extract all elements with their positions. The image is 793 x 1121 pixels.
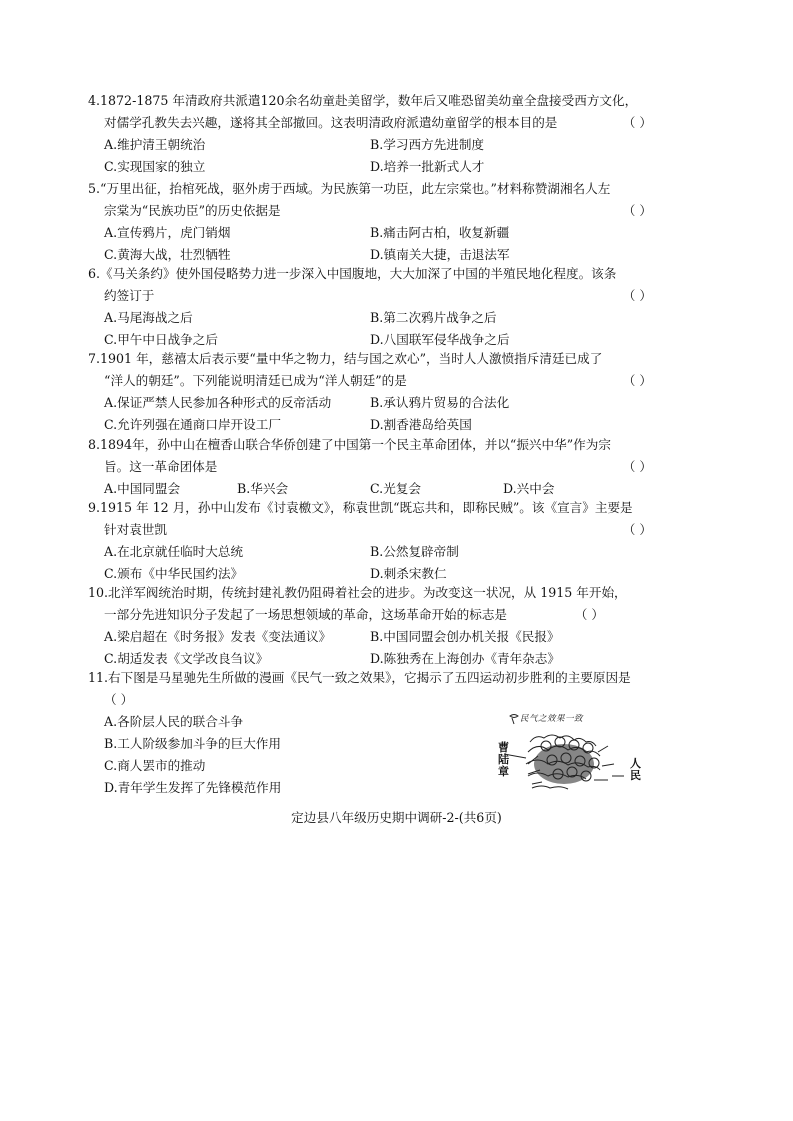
option-b: B.第二次鸦片战争之后 (370, 310, 497, 325)
option-c: C.商人罢市的推动 (104, 758, 206, 773)
option-list (88, 307, 700, 351)
option-c: C.黄海大战，壮烈牺牲 (104, 247, 231, 262)
question-stem: 8.1894年，孙中山在檀香山联合华侨创建了中国第一个民主革命团体，并以“振兴中华”作为宗 (88, 437, 611, 452)
option-d: D.培养一批新式人才 (370, 159, 485, 174)
question-stem: 5.“万里出征，抬棺死战，驱外虏于西域。为民族第一功臣，此左宗棠也。”材料称赞湖湘名人左 (88, 181, 611, 196)
question-10 (88, 582, 700, 670)
option-d: D.镇南关大捷，击退法军 (370, 247, 510, 262)
question-stem: 10.北洋军阀统治时期，传统封建礼教仍阻碍着社会的进步。为改变这一状况，从 1915 年开始， (88, 585, 627, 600)
question-8 (88, 434, 700, 500)
option-a: A.保证严禁人民参加各种形式的反帝活动 (104, 395, 332, 410)
answer-parentheses: （ ） (622, 373, 652, 388)
cartoon-right-label: 人民 (630, 757, 641, 782)
option-a: A.马尾海战之后 (104, 310, 193, 325)
option-a: A.维护清王朝统治 (104, 137, 206, 152)
question-4 (88, 90, 700, 178)
option-list (88, 711, 464, 799)
answer-parentheses: （ ） (622, 203, 652, 218)
question-stem-continued: 约签订于 （ ） (88, 285, 700, 307)
cartoon-drawing (494, 712, 652, 812)
question-stem-continued: 宗棠为“民族功臣”的历史依据是 （ ） (88, 200, 700, 222)
question-7 (88, 348, 700, 436)
option-a: A.宣传鸦片，虎门销烟 (104, 225, 231, 240)
question-stem-continued: “洋人的朝廷”。下列能说明清廷已成为“洋人朝廷”的是 （ ） (88, 370, 700, 392)
option-b: B.学习西方先进制度 (370, 137, 485, 152)
option-d: D.兴中会 (503, 481, 555, 496)
answer-parentheses: （ ） (104, 692, 134, 707)
cartoon-title: 民气之效果一致 (520, 714, 584, 724)
question-5 (88, 178, 700, 266)
option-a: A.梁启超在《时务报》发表《变法通议》 (104, 629, 332, 644)
question-6 (88, 263, 700, 351)
option-a: A.在北京就任临时大总统 (104, 544, 244, 559)
option-d: D.八国联军侵华战争之后 (370, 332, 510, 347)
answer-parentheses: （ ） (622, 115, 652, 130)
option-list (88, 134, 700, 178)
option-c: C.实现国家的独立 (104, 159, 206, 174)
option-d: D.陈独秀在上海创办《青年杂志》 (370, 651, 560, 666)
question-stem: 7.1901 年，慈禧太后表示要“量中华之物力，结与国之欢心”，当时人人激愤指斥清廷已成了 (88, 351, 603, 366)
question-stem-continued: 旨。这一革命团体是 （ ） (88, 456, 700, 478)
option-list (88, 222, 700, 266)
cartoon-left-label: 曹陆章 (498, 741, 509, 778)
option-list (88, 541, 700, 585)
page-footer: 定边县八年级历史期中调研-2-(共6页) (291, 810, 502, 825)
question-stem-continued: 针对袁世凯 （ ） (88, 519, 700, 541)
answer-parentheses: （ ） (622, 459, 652, 474)
option-c: C.甲午中日战争之后 (104, 332, 218, 347)
option-c: C.颁布《中华民国约法》 (104, 566, 244, 581)
option-list (88, 626, 700, 670)
option-list (88, 392, 700, 436)
question-stem-continued: 对儒学孔教失去兴趣，遂将其全部撤回。这表明清政府派遣幼童留学的根本目的是 （ ） (88, 112, 700, 134)
question-stem: 4.1872-1875 年清政府共派遣120余名幼童赴美留学，数年后又唯恐留美幼童全盘接受西方文化， (88, 93, 638, 108)
question-stem: 6.《马关条约》使外国侵略势力进一步深入中国腹地，大大加深了中国的半殖民地化程度。该条 (88, 266, 617, 281)
option-b: B.承认鸦片贸易的合法化 (370, 395, 510, 410)
question-stem-continued: 一部分先进知识分子发起了一场思想领域的革命，这场革命开始的标志是 （ ） (88, 604, 700, 626)
option-d: D.青年学生发挥了先锋模范作用 (104, 780, 282, 795)
question-stem: 9.1915 年 12 月，孙中山发布《讨袁檄文》，称袁世凯“既忘共和，即称民贼”。该《宣言》主要是 (88, 500, 633, 515)
answer-parentheses: （ ） (622, 522, 652, 537)
option-a: A.中国同盟会 (104, 481, 181, 496)
option-c: C.胡适发表《文学改良刍议》 (104, 651, 269, 666)
option-b: B.痛击阿古柏，收复新疆 (370, 225, 510, 240)
option-c: C.允许列强在通商口岸开设工厂 (104, 417, 281, 432)
option-d: D.割香港岛给英国 (370, 417, 472, 432)
question-9 (88, 497, 700, 585)
answer-parentheses: （ ） (574, 607, 604, 622)
cartoon-illustration (494, 712, 652, 812)
option-b: B.中国同盟会创办机关报《民报》 (370, 629, 560, 644)
option-b: B.华兴会 (237, 481, 289, 496)
option-a: A.各阶层人民的联合斗争 (104, 714, 244, 729)
option-b: B.工人阶级参加斗争的巨大作用 (104, 736, 281, 751)
answer-parentheses: （ ） (622, 288, 652, 303)
option-c: C.光复会 (370, 481, 421, 496)
question-stem: 11.右下图是马星驰先生所做的漫画《民气一致之效果》，它揭示了五四运动初步胜利的主要原因是 (88, 670, 631, 685)
option-b: B.公然复辟帝制 (370, 544, 459, 559)
option-d: D.刺杀宋教仁 (370, 566, 447, 581)
